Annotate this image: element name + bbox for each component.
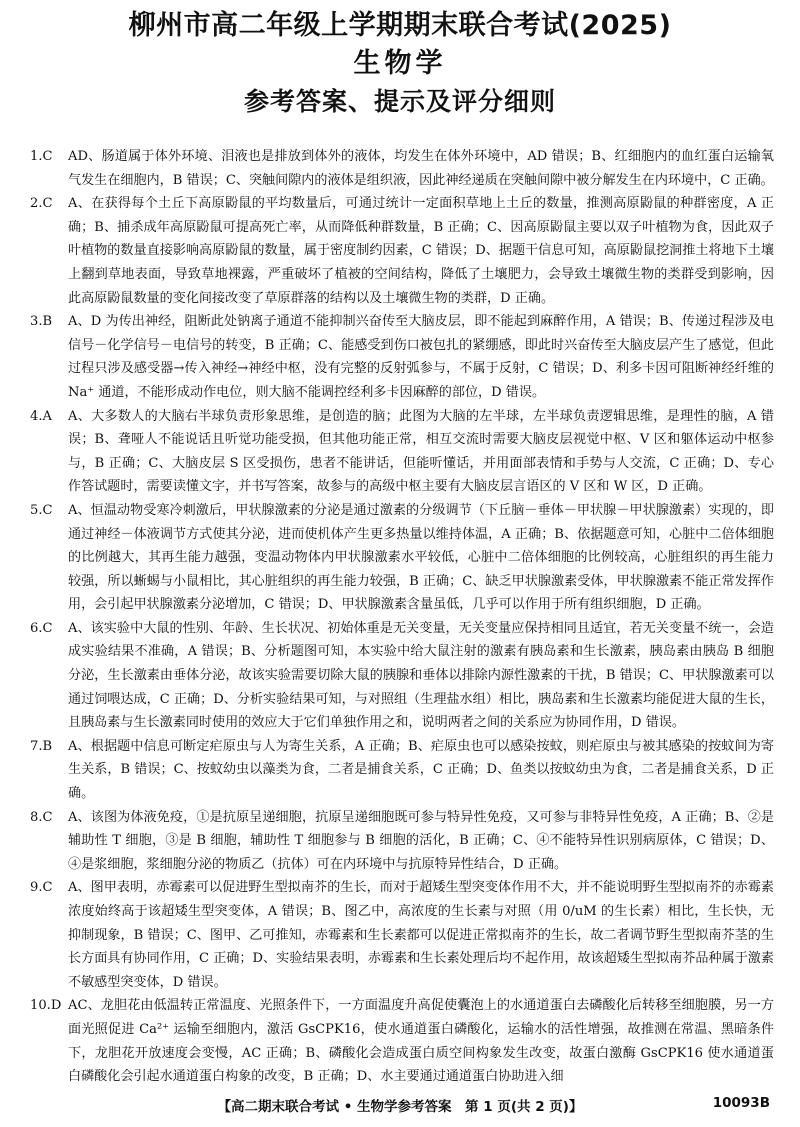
document-header bbox=[0, 0, 800, 122]
answer-explanation: AD、肠道属于体外环境、泪液也是排放到体外的液体，均发生在体外环境中，AD 错误；B、红细胞内的血红蛋白运输氧气发生在细胞内，B 错误；C、突触间隙内的液体是组织液，因此神经递质在突触间隙中被分解发生在内环境中，C 正确。 bbox=[68, 149, 774, 188]
answer-number: 4.A bbox=[30, 408, 52, 424]
answer-number: 10.D bbox=[30, 998, 62, 1014]
answer-item bbox=[30, 192, 774, 310]
footer-exam-code: 10093B bbox=[712, 1095, 770, 1111]
answer-explanation: A、大多数人的大脑右半球负责形象思维，是创造的脑；此图为大脑的左半球，左半球负责逻辑思维，是理性的脑，A 错误；B、聋哑人不能说话且听觉功能受损，但其他功能正常，相互交流时需要大脑皮层视觉中枢、V 区和躯体运动中枢参与，B 正确；C、大脑皮层 S 区受损伤，患者不能讲话，但能听懂话，并用面部表情和手势与人交流，C 正确；D、专心作答试题时，需要读懂文字，并书写答案，故参与的高级中枢主要有大脑皮层言语区的 V 区和 W 区，D 正确。 bbox=[68, 408, 774, 495]
answer-item bbox=[30, 310, 774, 404]
answer-explanation: A、在获得每个土丘下高原鼢鼠的平均数量后，可通过统计一定面积草地上土丘的数量，推测高原鼢鼠的种群密度，A 正确；B、捕杀成年高原鼢鼠可提高死亡率，从而降低种群数量，B 正确；C、因高原鼢鼠主要以双子叶植物为食，因此双子叶植物的数量直接影响高原鼢鼠的数量，属于密度制约因素，C 错误；D、据题干信息可知，高原鼢鼠挖洞推土将地下土壤上翻到草地表面，导致草地裸露，严重破坏了植被的空间结构，降低了土壤肥力，会导致土壤微生物的类群受到影响，因此高原鼢鼠数量的变化间接改变了草原群落的结构以及土壤微生物的类群，D 正确。 bbox=[68, 196, 774, 306]
exam-title: 柳州市高二年级上学期期末联合考试(2025) bbox=[128, 10, 672, 41]
answer-explanation: A、D 为传出神经，阻断此处钠离子通道不能抑制兴奋传至大脑皮层，即不能起到麻醉作用，A 错误；B、传递过程涉及电信号－化学信号－电信号的转变，B 正确；C、能感受到伤口被包扎的紧绷感，即此时兴奋传至大脑皮层产生了感觉，但此过程只涉及感受器→传入神经→神经中枢，没有完整的反射弧参与，不属于反射，C 错误；D、利多卡因可阻断神经纤维的 Na⁺ 通道，不能形成动作电位，则大脑不能调控经利多卡因麻醉的部位，D 错误。 bbox=[68, 314, 774, 400]
answer-item bbox=[30, 806, 774, 877]
answer-number: 7.B bbox=[30, 738, 53, 754]
answer-key-subtitle: 参考答案、提示及评分细则 bbox=[243, 87, 556, 116]
answer-explanation: AC、龙胆花由低温转正常温度、光照条件下，一方面温度升高促使囊泡上的水通道蛋白去磷酸化后转移至细胞膜，另一方面光照促进 Ca²⁺ 运输至细胞内，激活 GsCPK16，使水通道蛋白磷酸化，运输水的活性增强，故推测在常温、黑暗条件下，龙胆花开放速度会变慢，AC 正确；B、磷酸化会造成蛋白质空间构象发生改变，故蛋白激酶 GsCPK16 使水通道蛋白磷酸化会引起水通道蛋白构象的改变，B 正确；D、水主要通过通道蛋白协助进入细 bbox=[68, 998, 774, 1085]
answer-number: 5.C bbox=[30, 502, 53, 518]
answer-number: 8.C bbox=[30, 809, 53, 825]
answer-number: 9.C bbox=[30, 880, 53, 896]
footer-page-info: 【高二期末联合考试 • 生物学参考答案 第 1 页(共 2 页)】 bbox=[217, 1099, 583, 1115]
answer-item bbox=[30, 735, 774, 806]
answer-number: 3.B bbox=[30, 314, 53, 330]
answer-explanation: A、恒温动物受寒冷刺激后，甲状腺激素的分泌是通过激素的分级调节（下丘脑－垂体－甲状腺－甲状腺激素）实现的，即通过神经－体液调节方式使其分泌，进而使机体产生更多热量以维持体温，A 正确；B、依据题意可知，心脏中二倍体细胞的比例越大，其再生能力越强，变温动物体内甲状腺激素水平较低，心脏中二倍体细胞的比例较高，心脏组织的再生能力较强，所以蜥蜴与小鼠相比，其心脏组织的再生能力较强，B 正确；C、缺乏甲状腺激素受体，甲状腺激素不能正常发挥作用，会引起甲状腺激素分泌增加，C 错误；D、甲状腺激素含量虽低，几乎可以作用于所有组织细胞，D 正确。 bbox=[68, 502, 774, 613]
answer-explanation: A、图甲表明，赤霉素可以促进野生型拟南芥的生长，而对于超矮生型突变体作用不大，并不能说明野生型拟南芥的赤霉素浓度始终高于该超矮生型突变体，A 错误；B、图乙中，高浓度的生长素与对照（用 0/uM 的生长素）相比，生长快，无抑制现象，B 错误；C、图甲、乙可推知，赤霉素和生长素都可以促进正常拟南芥的生长，故二者调节野生型拟南芥茎的生长方面具有协同作用，C 正确；D、实验结果表明，赤霉素和生长素处理后均不起作用，故该超矮生型拟南芥品种属于激素不敏感型突变体，D 错误。 bbox=[68, 880, 774, 990]
answer-item bbox=[30, 994, 774, 1088]
answer-number: 2.C bbox=[30, 196, 53, 212]
subject-title: 生物学 bbox=[353, 48, 447, 79]
answer-item bbox=[30, 145, 774, 192]
answer-explanation: A、根据题中信息可断定疟原虫与人为寄生关系，A 正确；B、疟原虫也可以感染按蚊，则疟原虫与被其感染的按蚊间为寄生关系，B 错误；C、按蚊幼虫以藻类为食，二者是捕食关系，C 正确；D、鱼类以按蚊幼虫为食，二者是捕食关系，D 正确。 bbox=[68, 738, 774, 802]
answer-list bbox=[30, 145, 774, 1089]
answer-item bbox=[30, 405, 774, 499]
answer-item bbox=[30, 617, 774, 735]
answer-item bbox=[30, 876, 774, 994]
answer-explanation: A、该实验中大鼠的性别、年龄、生长状况、初始体重是无关变量，无关变量应保持相同且适宜，若无关变量不统一，会造成实验结果不准确，A 错误；B、分析题图可知，本实验中给大鼠注射的激素有胰岛素和生长激素，胰岛素由胰岛 B 细胞分泌，生长激素由垂体分泌，故该实验需要切除大鼠的胰腺和垂体以排除内源性激素的干扰，B 错误；C、甲状腺激素可以通过饲喂达成，C 正确；D、分析实验结果可知，与对照组（生理盐水组）相比，胰岛素和生长激素均能促进大鼠的生长，且胰岛素与生长激素同时使用的效应大于它们单独作用之和，说明两者之间的关系应为协同作用，D 错误。 bbox=[68, 620, 774, 731]
answer-number: 6.C bbox=[30, 620, 53, 636]
page-footer bbox=[0, 1095, 800, 1115]
answer-item bbox=[30, 499, 774, 617]
answer-number: 1.C bbox=[30, 149, 53, 164]
answer-explanation: A、该图为体液免疫，①是抗原呈递细胞，抗原呈递细胞既可参与特异性免疫，又可参与非特异性免疫，A 正确；B、②是辅助性 T 细胞，③是 B 细胞，辅助性 T 细胞参与 B 细胞的活化，B 正确；C、④不能特异性识别病原体，C 错误；D、④是浆细胞，浆细胞分泌的物质乙（抗体）可在内环境中与抗原特异性结合，D 正确。 bbox=[68, 809, 774, 872]
